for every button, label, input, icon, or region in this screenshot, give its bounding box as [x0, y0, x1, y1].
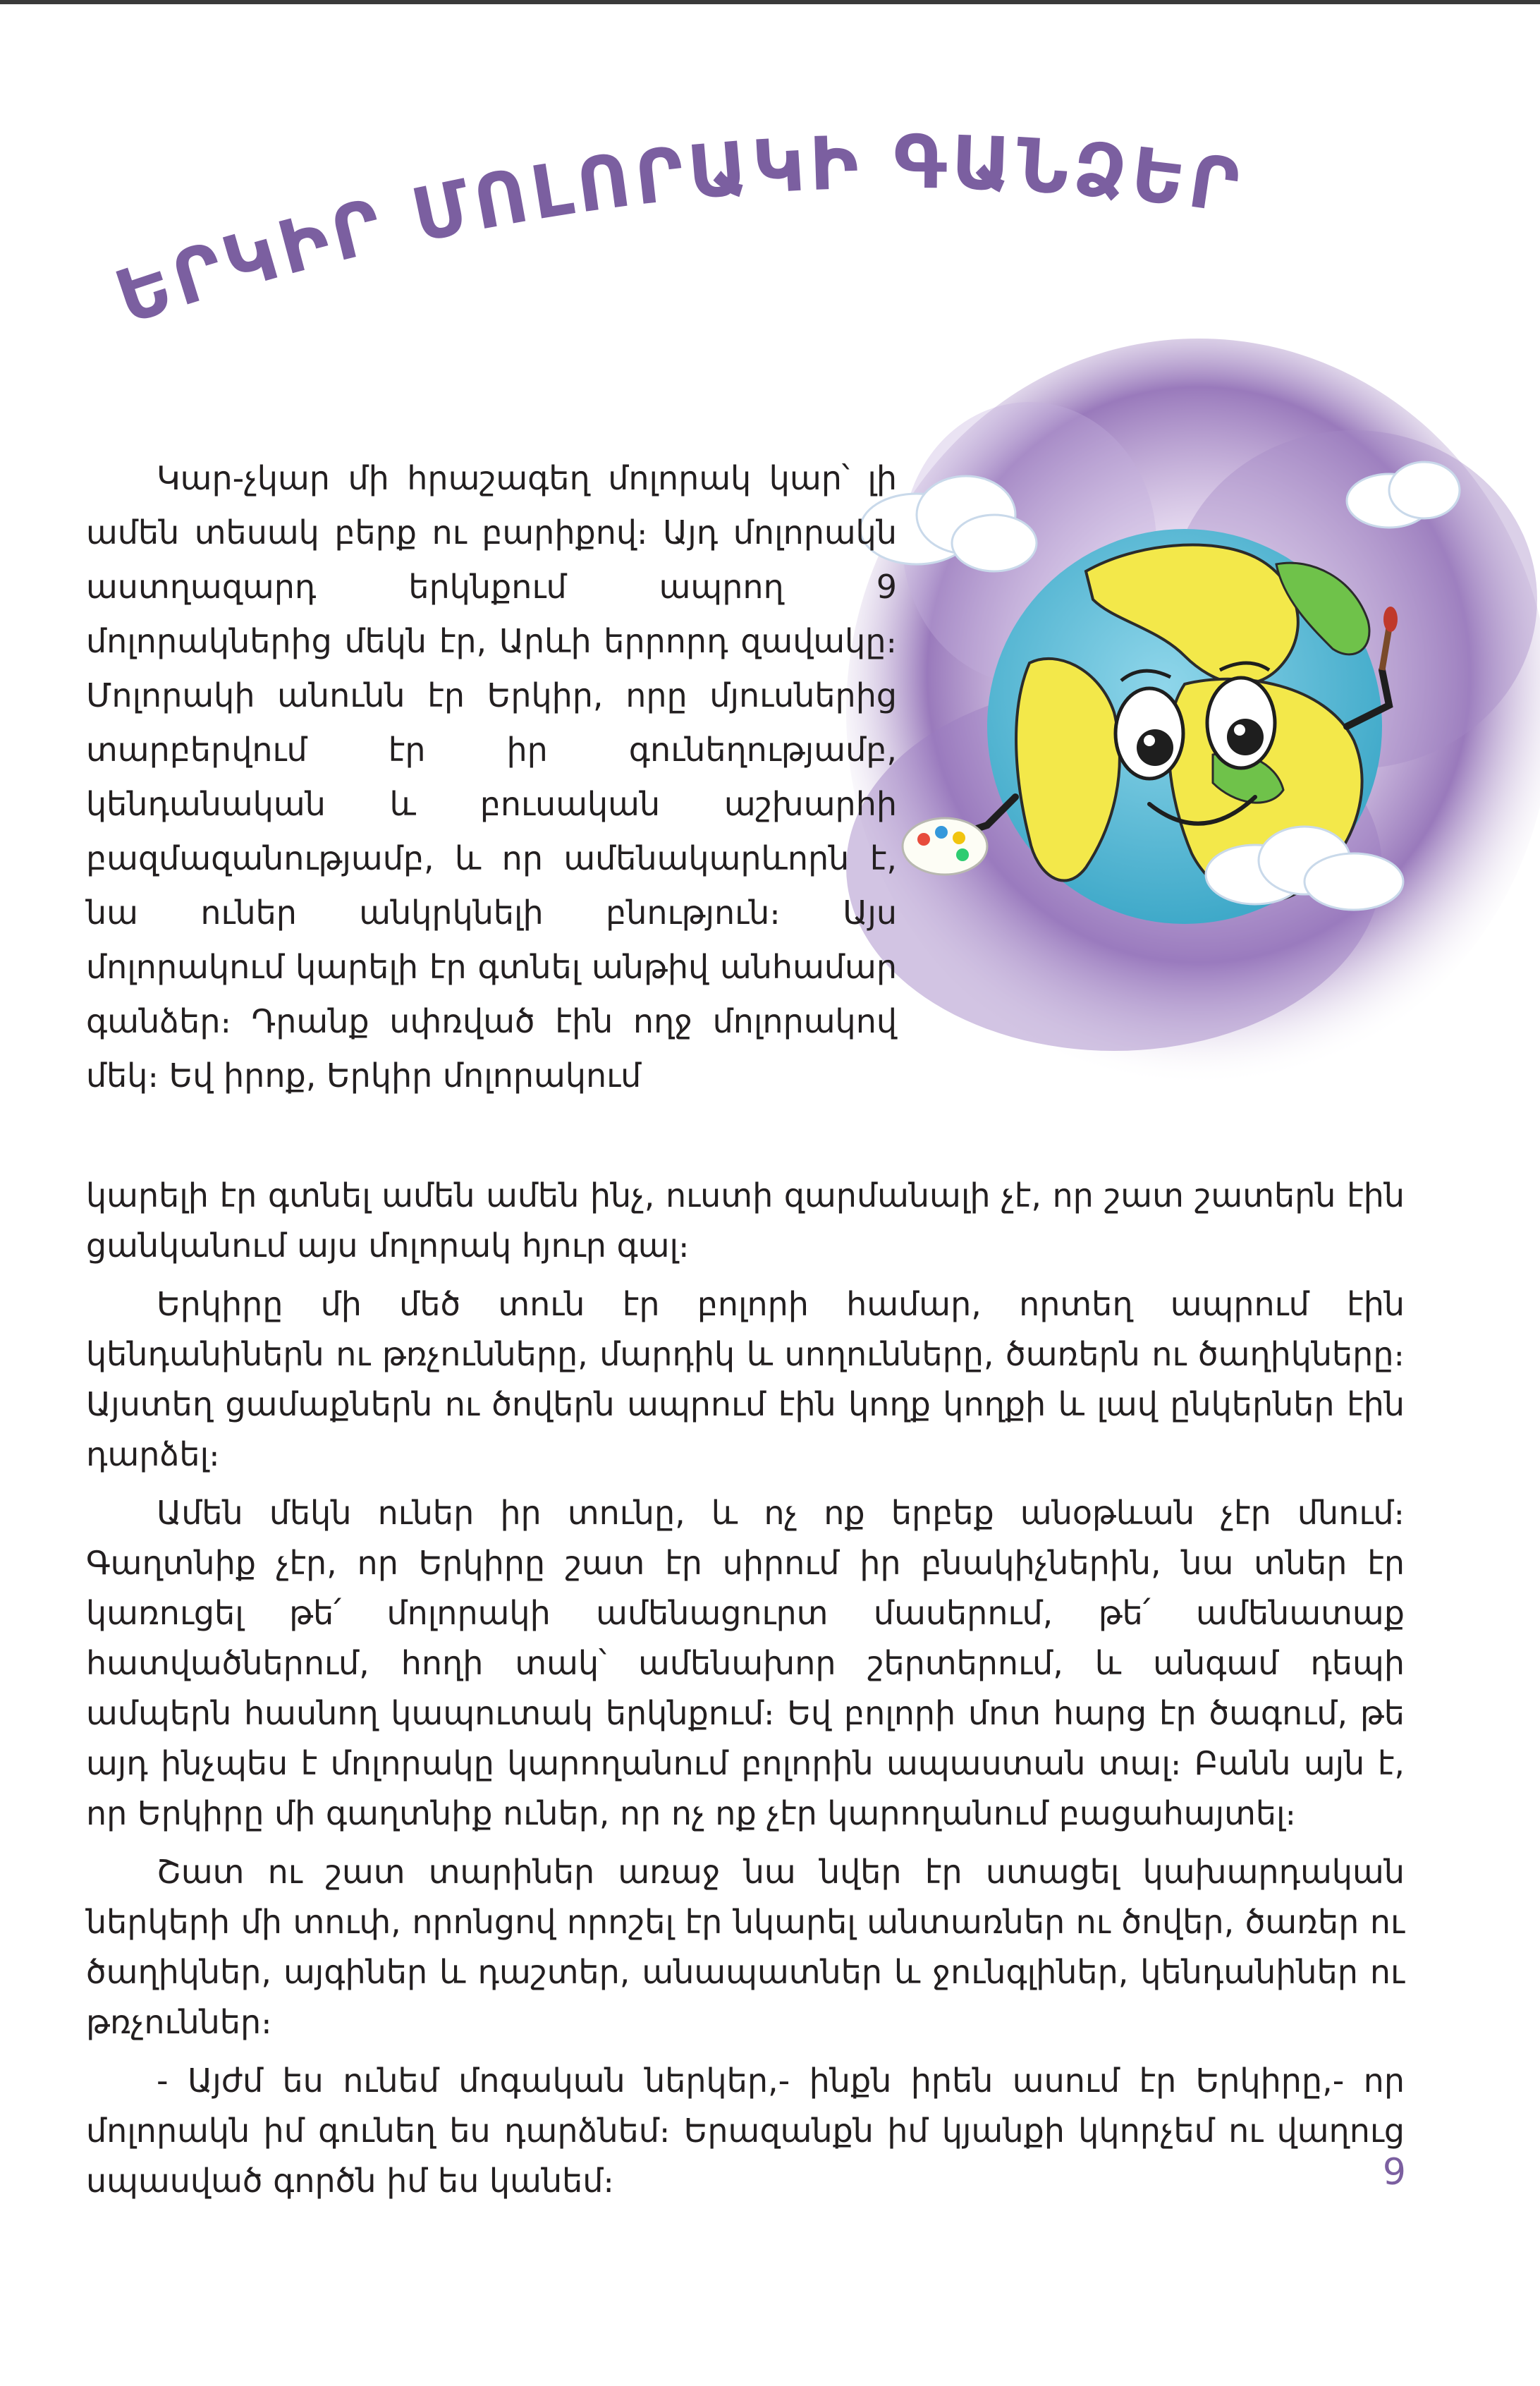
dialogue-paragraph: - Այժմ ես ունեմ մոգական ներկեր,- ինքն իրեն ասում էր Երկիրը,- որ մոլորակն իմ գունեղ ես դարձնեմ։ Երազանքն իմ կյանքի կկորչեմ ու վաղուց սպասված գործն իմ ես կանեմ։	[86, 2062, 1405, 2200]
intro-paragraph: Կար-չկար մի հրաշագեղ մոլորակ կար՝ լի ամեն տեսակ բերք ու բարիքով։ Այդ մոլորակն աստղազարդ երկնքում ապրող 9 մոլորակներից մեկն էր, Արևի երրորդ զավակը։ Մոլորակի անունն էր Երկիր, որը մյուսներից տարբերվում էր իր գունեղությամբ, կենդանական և բուսական աշխարհի բազմազանությամբ, և որ ամենակարևորն է, նա ուներ անկրկնելի բնություն։ Այս մոլորակում կարելի էր գտնել անթիվ անհամար գանձեր։ Դրանք սփռված էին ողջ մոլորակով մեկ։ Եվ իրոք, Երկիր մոլորակում	[86, 459, 897, 1095]
paragraph: Ամեն մեկն ուներ իր տունը, և ոչ ոք երբեք անօթևան չէր մնում։ Գաղտնիք չէր, որ Երկիրը շատ էր սիրում իր բնակիչներին, նա տներ էր կառուցել թե՛ մոլորակի ամենացուրտ մասերում, թե՛ ամենատաք հատվածներում, հողի տակ՝ ամենախոր շերտերում, և անգամ դեպի ամպերն հասնող կապուտակ երկնքում։ Եվ բոլորի մոտ հարց էր ծագում, թե այդ ինչպես է մոլորակը կարողանում բոլորին ապաստան տալ։ Բանն այն է, որ Երկիրը մի գաղտնիք ուներ, որ ոչ ոք չէր կարողանում բացահայտել։	[86, 1494, 1405, 1832]
page-number: 9	[1382, 2151, 1406, 2193]
page-title-text: ԵՐԿԻՐ ՄՈԼՈՐԱԿԻ ԳԱՆՁԵՐԸ	[98, 90, 1249, 341]
top-rule	[0, 0, 1540, 4]
body-text	[86, 1171, 1405, 2215]
earth-illustration	[818, 331, 1540, 1136]
page-title	[98, 90, 1249, 342]
paragraph: Շատ ու շատ տարիներ առաջ նա նվեր էր ստացել կախարդական ներկերի մի տուփ, որոնցով որոշել էր նկարել անտառներ ու ծովեր, ծառեր ու ծաղիկներ, այգիներ և դաշտեր, անապատներ և ջունգլիներ, կենդանիներ ու թռչուններ։	[86, 1853, 1405, 2041]
paragraph: Երկիրը մի մեծ տուն էր բոլորի համար, որտեղ ապրում էին կենդանիներն ու թռչունները, մարդիկ և սողունները, ծառերն ու ծաղիկները։ Այստեղ ցամաքներն ու ծովերն ապրում էին կողք կողքի և լավ ընկերներ էին դարձել։	[86, 1285, 1405, 1473]
intro-paragraph-continuation: կարելի էր գտնել ամեն ամեն ինչ, ուստի զարմանալի չէ, որ շատ շատերն էին ցանկանում այս մոլորակ հյուր գալ։	[86, 1176, 1405, 1265]
